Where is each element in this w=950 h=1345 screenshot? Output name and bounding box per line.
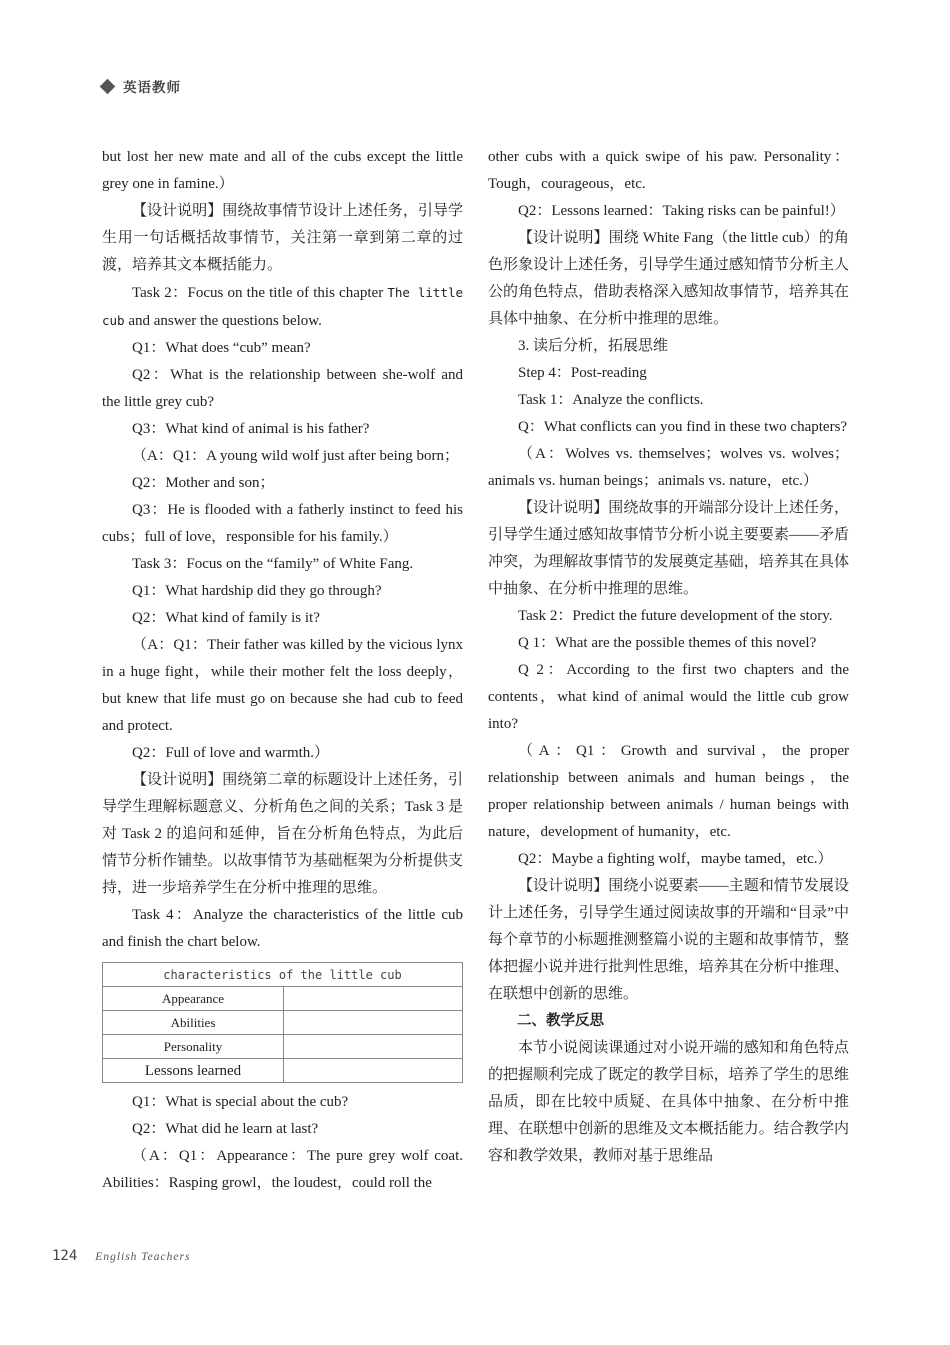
- question: Q：What conflicts can you find in these two chapters?: [518, 419, 848, 435]
- table-row: [103, 1035, 463, 1059]
- answer: （A：Q1：Their father was killed by the vicious lynx in a huge fight，while their mother felt the loss deeply，but knew that life must go on because she had cub to feed and protect.: [102, 637, 463, 734]
- question: Q3：What kind of animal is his father?: [132, 421, 370, 437]
- chart-cell: [284, 1059, 463, 1083]
- answer: （A：Q1：Growth and survival，the proper relationship between animals and human beings，the proper relationship between animals / human beings with nature，development of humanity，etc.: [488, 743, 849, 840]
- left-column: [102, 144, 463, 1197]
- design-note: 【设计说明】围绕 White Fang（the little cub）的角色形象设计上述任务，引导学生通过感知情节分析主人公的角色特点，借助表格深入感知故事情节，培养其在具体中抽象、在分析中推理的思维。: [488, 230, 849, 327]
- task-2-suffix: and answer the questions below.: [124, 313, 322, 329]
- chart-row-label: Lessons learned: [103, 1059, 284, 1083]
- question: Q2：What did he learn at last?: [132, 1121, 319, 1137]
- table-row: [103, 987, 463, 1011]
- task-2-prefix: Task 2：Focus on the title of this chapter: [132, 285, 388, 301]
- chart-header: characteristics of the little cub: [103, 963, 463, 987]
- step-heading: Step 4：Post-reading: [518, 365, 647, 381]
- design-note: 【设计说明】围绕第二章的标题设计上述任务，引导学生理解标题意义、分析角色之间的关系；Task 3 是对 Task 2 的追问和延伸，旨在分析角色特点，为此后情节分析作铺垫。以故事情节为基础框架为分析提供支持，进一步培养学生在分析中推理的思维。: [102, 772, 463, 896]
- question: Q2：What kind of family is it?: [132, 610, 320, 626]
- journal-name: English Teachers: [95, 1251, 191, 1263]
- chart-cell: [284, 1035, 463, 1059]
- question: Q 1：What are the possible themes of this novel?: [518, 635, 817, 651]
- question: Q1：What is special about the cub?: [132, 1094, 349, 1110]
- chart-cell: [284, 1011, 463, 1035]
- design-note: 【设计说明】围绕故事的开端部分设计上述任务，引导学生通过感知故事情节分析小说主要要素——矛盾冲突，为理解故事情节的发展奠定基础，培养其在具体中抽象、在分析中推理的思维。: [488, 500, 849, 597]
- question: Q1：What does “cub” mean?: [132, 340, 311, 356]
- answer: Q3：He is flooded with a fatherly instinct to feed his cubs；full of love，responsible for his family.）: [102, 502, 463, 545]
- answer: （A：Wolves vs. themselves；wolves vs. wolves；animals vs. human beings；animals vs. nature，etc.）: [488, 446, 849, 489]
- task-heading: Task 4：Analyze the characteristics of the little cub and finish the chart below.: [102, 907, 463, 950]
- chapter-title: The little cub: [102, 285, 463, 328]
- answer: Q2：Lessons learned：Taking risks can be painful!）: [518, 203, 845, 219]
- task-heading: Task 3：Focus on the “family” of White Fang.: [132, 556, 414, 572]
- answer: （A：Q1：Appearance：The pure grey wolf coat. Abilities：Rasping growl，the loudest，could roll the: [102, 1148, 463, 1191]
- section-heading: 3. 读后分析，拓展思维: [518, 338, 669, 354]
- answer: （A：Q1：A young wild wolf just after being born；: [132, 448, 460, 464]
- paragraph: 本节小说阅读课通过对小说开端的感知和角色特点的把握顺利完成了既定的教学目标，培养了学生的思维品质，即在比较中质疑、在具体中抽象、在分析中推理、在联想中创新的思维及文本概括能力。结合教学内容和教学效果，教师对基于思维品: [488, 1040, 849, 1164]
- paragraph: other cubs with a quick swipe of his paw. Personality：Tough，courageous，etc.: [488, 149, 849, 192]
- task-heading: Task 2：Predict the future development of the story.: [518, 608, 833, 624]
- diamond-icon: [100, 78, 116, 94]
- chart-row-label: Abilities: [103, 1011, 284, 1035]
- task-2-heading: [102, 279, 463, 335]
- answer: Q2：Maybe a fighting wolf，maybe tamed，etc.）: [518, 851, 833, 867]
- page-number: 124: [52, 1248, 78, 1264]
- chart-cell: [284, 987, 463, 1011]
- chart-row-label: Appearance: [103, 987, 284, 1011]
- question: Q2：What is the relationship between she-wolf and the little grey cub?: [102, 367, 463, 410]
- chart-row-label: Personality: [103, 1035, 284, 1059]
- task-heading: Task 1：Analyze the conflicts.: [518, 392, 704, 408]
- table-row: [103, 1059, 463, 1083]
- answer: Q2：Mother and son；: [132, 475, 275, 491]
- section-heading: 二、教学反思: [517, 1013, 604, 1029]
- journal-section-title: 英语教师: [123, 80, 181, 96]
- running-header: [102, 76, 181, 96]
- paragraph: but lost her new mate and all of the cubs except the little grey one in famine.）: [102, 149, 463, 192]
- page-footer: [52, 1248, 190, 1264]
- characteristics-chart: [102, 962, 463, 1083]
- design-note: 【设计说明】围绕小说要素——主题和情节发展设计上述任务，引导学生通过阅读故事的开端和“目录”中每个章节的小标题推测整篇小说的主题和故事情节，整体把握小说并进行批判性思维，培养其在分析中推理、在联想中创新的思维。: [488, 878, 849, 1002]
- question: Q1：What hardship did they go through?: [132, 583, 382, 599]
- answer: Q2：Full of love and warmth.）: [132, 745, 330, 761]
- right-column: [488, 144, 849, 1170]
- design-note: 【设计说明】围绕故事情节设计上述任务，引导学生用一句话概括故事情节，关注第一章到第二章的过渡，培养其文本概括能力。: [102, 203, 463, 273]
- table-row: [103, 1011, 463, 1035]
- question: Q 2：According to the first two chapters and the contents，what kind of animal would the little cub grow into?: [488, 662, 849, 732]
